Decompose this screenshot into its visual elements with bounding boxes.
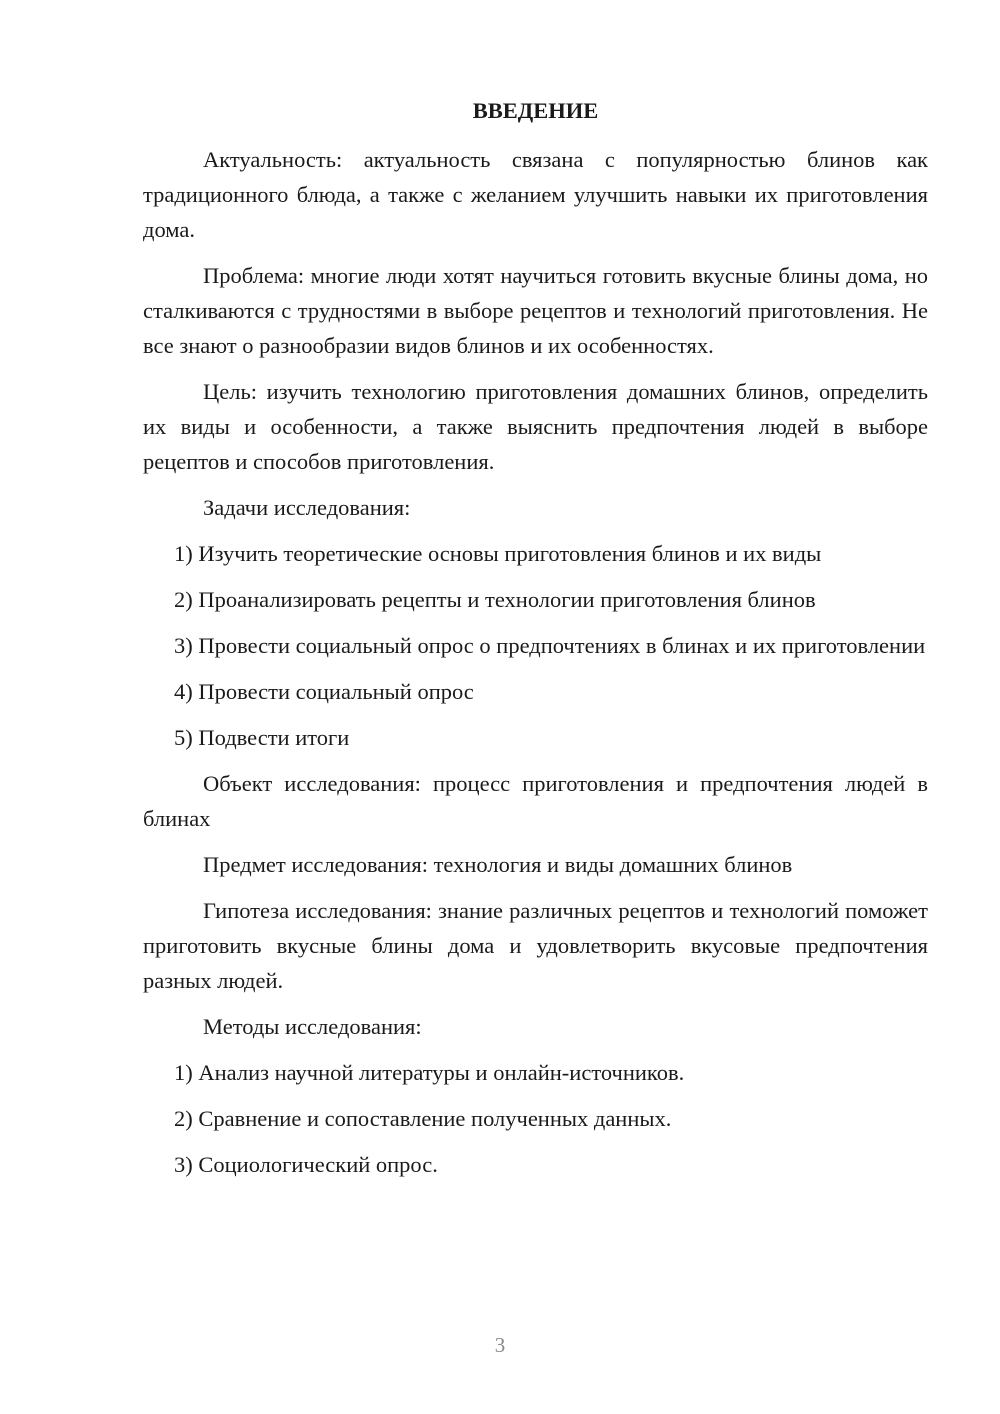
task-item-2: 2) Проанализировать рецепты и технологии приготовления блинов xyxy=(174,587,816,612)
page-number: 3 xyxy=(494,1333,506,1357)
task-item-1: 1) Изучить теоретические основы приготовления блинов и их виды xyxy=(174,541,822,566)
document-page xyxy=(143,95,928,1193)
page-title: ВВЕДЕНИЕ xyxy=(472,98,599,123)
task-item-3: 3) Провести социальный опрос о предпочтениях в блинах и их приготовлении xyxy=(174,633,926,658)
hypothesis-paragraph: Гипотеза исследования: знание различных рецептов и технологий поможет приготовить вкусные блины дома и удовлетворить вкусовые предпочтения разных людей. xyxy=(143,898,928,993)
tasks-heading: Задачи исследования: xyxy=(203,495,411,520)
subject-paragraph: Предмет исследования: технология и виды домашних блинов xyxy=(203,852,793,877)
problem-paragraph: Проблема: многие люди хотят научиться готовить вкусные блины дома, но сталкиваются с трудностями в выборе рецептов и технологий приготовления. Не все знают о разнообразии видов блинов и их особенностях. xyxy=(143,263,928,358)
goal-paragraph: Цель: изучить технологию приготовления домашних блинов, определить их виды и особенности, а также выяснить предпочтения людей в выборе рецептов и способов приготовления. xyxy=(143,379,928,474)
object-paragraph: Объект исследования: процесс приготовления и предпочтения людей в блинах xyxy=(143,771,928,831)
task-item-4: 4) Провести социальный опрос xyxy=(174,679,474,704)
actuality-paragraph: Актуальность: актуальность связана с популярностью блинов как традиционного блюда, а также с желанием улучшить навыки их приготовления дома. xyxy=(143,147,928,242)
methods-heading: Методы исследования: xyxy=(203,1014,422,1039)
method-item-3: 3) Социологический опрос. xyxy=(174,1152,438,1177)
task-item-5: 5) Подвести итоги xyxy=(174,725,350,750)
method-item-1: 1) Анализ научной литературы и онлайн-источников. xyxy=(174,1060,685,1085)
method-item-2: 2) Сравнение и сопоставление полученных данных. xyxy=(174,1106,672,1131)
